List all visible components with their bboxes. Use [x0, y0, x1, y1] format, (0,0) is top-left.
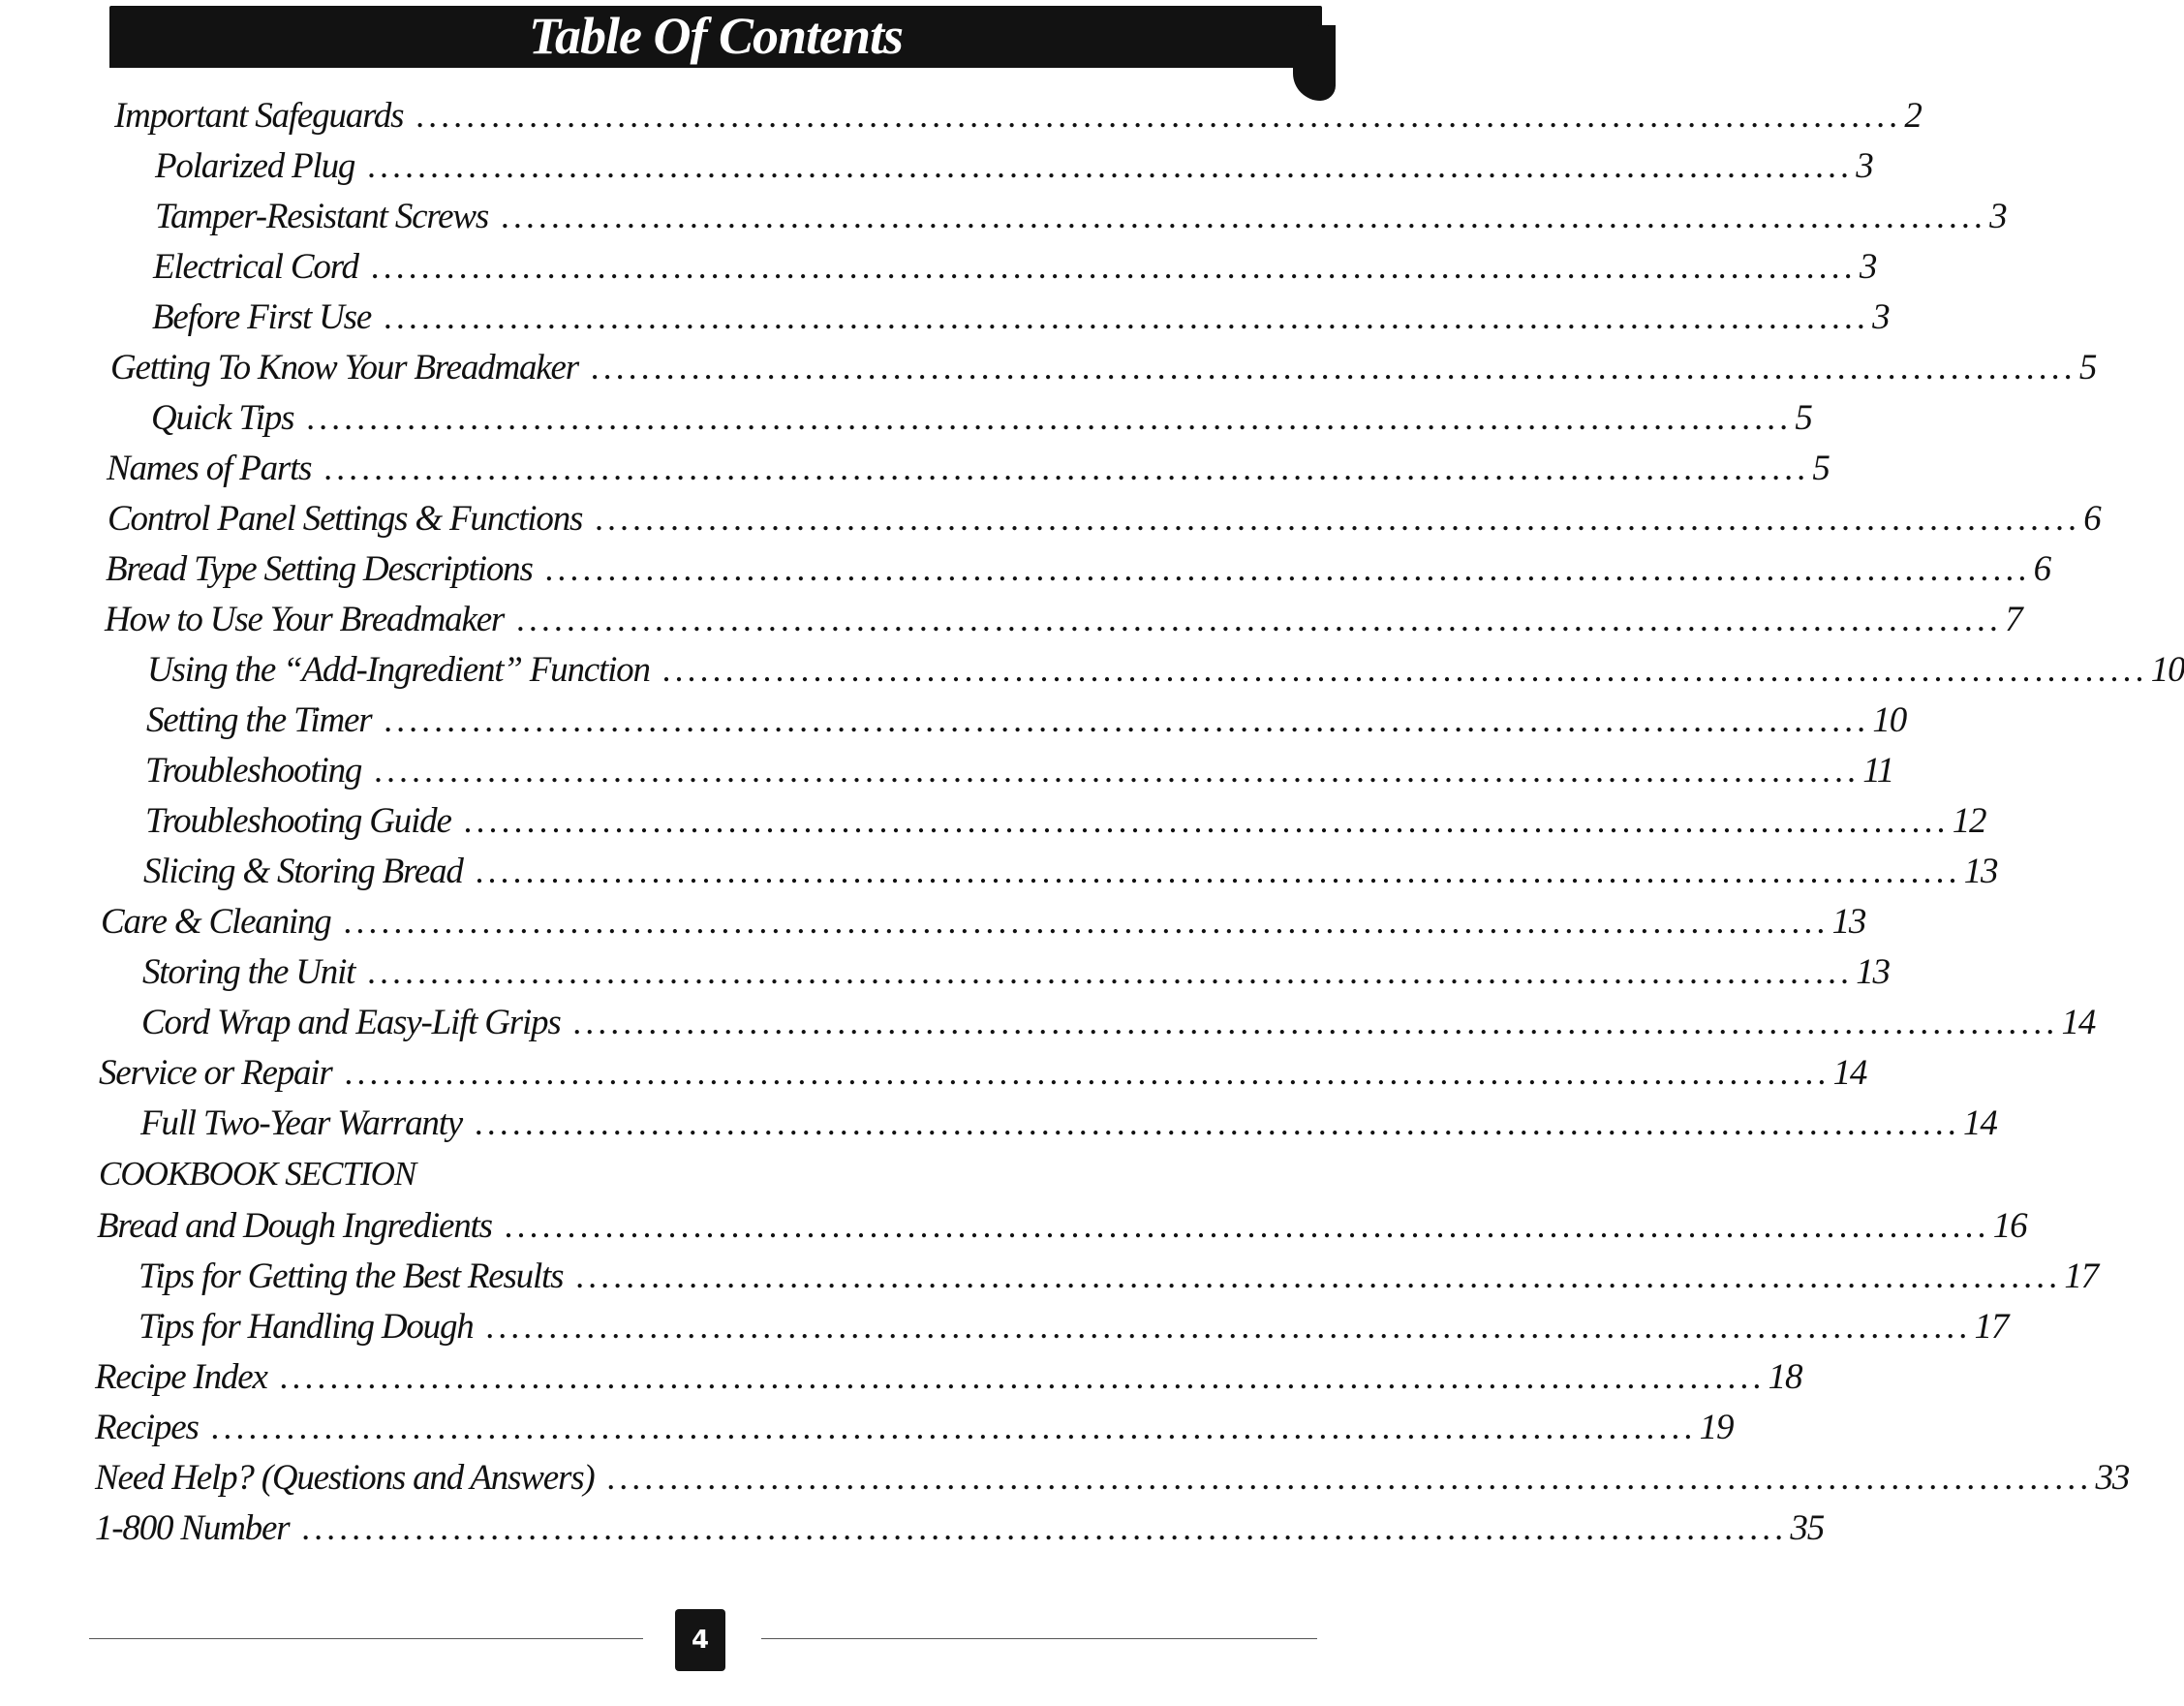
toc-entry-page: 17: [1974, 1307, 2009, 1347]
toc-dot-leader: ......................................................................................................................: [307, 407, 1794, 435]
toc-entry-title: Need Help? (Questions and Answers): [95, 1458, 595, 1498]
toc-dot-leader: ......................................................................................................................: [344, 911, 1830, 939]
toc-entry-title: Setting the Timer: [146, 700, 372, 740]
toc-entry-page: 19: [1699, 1408, 1734, 1447]
toc-dot-leader: ......................................................................................................................: [517, 608, 2004, 636]
toc-entry-warranty[interactable]: [140, 1102, 1997, 1151]
toc-entry-page: 5: [1795, 398, 1812, 438]
toc-entry-1-800-number[interactable]: [95, 1507, 1825, 1556]
toc-entry-add-ingredient[interactable]: [147, 649, 2184, 698]
toc-entry-title: Recipe Index: [95, 1357, 267, 1397]
toc-entry-page: 14: [1963, 1103, 1997, 1143]
toc-dot-leader: ......................................................................................................................: [280, 1366, 1767, 1394]
toc-entry-care-cleaning[interactable]: [101, 901, 1866, 949]
toc-entry-tamper-resistant-screws[interactable]: [155, 196, 2007, 244]
toc-entry-title: Tamper-Resistant Screws: [155, 197, 489, 236]
toc-header-bar: [109, 6, 1322, 68]
toc-entry-page: 5: [2078, 348, 2097, 388]
toc-entry-title: Using the “Add-Ingredient” Function: [147, 650, 650, 690]
toc-dot-leader: ......................................................................................................................: [375, 760, 1861, 788]
toc-entry-title: Electrical Cord: [153, 247, 358, 287]
toc-dot-leader: ......................................................................................................................: [662, 659, 2149, 687]
toc-entry-title: Bread Type Setting Descriptions: [106, 549, 533, 589]
toc-entry-page: 3: [1989, 197, 2007, 236]
footer-rule-left: [89, 1638, 643, 1639]
toc-dot-leader: ......................................................................................................................: [385, 709, 1871, 737]
toc-entry-title: Important Safeguards: [114, 96, 404, 136]
toc-entry-quick-tips[interactable]: [151, 397, 1812, 446]
toc-dot-leader: ......................................................................................................................: [371, 256, 1858, 284]
toc-entry-page: 16: [1992, 1206, 2027, 1246]
toc-entry-title: Full Two-Year Warranty: [140, 1103, 463, 1143]
toc-entry-page: 10: [1872, 700, 1907, 740]
toc-entry-electrical-cord[interactable]: [153, 246, 1877, 295]
toc-entry-bread-dough-ingredients[interactable]: [97, 1205, 2027, 1254]
footer-rule-right: [761, 1638, 1317, 1639]
toc-dot-leader: ......................................................................................................................: [573, 1011, 2060, 1039]
toc-entry-title: Care & Cleaning: [101, 902, 331, 942]
toc-entry-page: 33: [2095, 1458, 2130, 1498]
toc-entry-title: Service or Repair: [99, 1053, 332, 1093]
toc-entry-title: Bread and Dough Ingredients: [97, 1206, 492, 1246]
toc-entry-tips-best-results[interactable]: [138, 1256, 2098, 1304]
toc-dot-leader: ......................................................................................................................: [324, 457, 1811, 485]
toc-entry-control-panel[interactable]: [108, 498, 2101, 546]
toc-entry-cord-wrap[interactable]: [141, 1002, 2096, 1050]
toc-entry-page: 5: [1812, 449, 1830, 488]
toc-entry-page: 2: [1904, 96, 1922, 136]
toc-entry-title: Troubleshooting: [145, 751, 362, 791]
page-title: Table Of Contents: [528, 7, 904, 65]
toc-entry-page: 17: [2064, 1256, 2098, 1296]
toc-entry-title: Polarized Plug: [155, 146, 355, 186]
toc-entry-title: Storing the Unit: [142, 952, 355, 992]
toc-entry-title: Troubleshooting Guide: [145, 801, 451, 841]
toc-dot-leader: ......................................................................................................................: [385, 306, 1871, 334]
toc-dot-leader: ......................................................................................................................: [302, 1517, 1789, 1545]
toc-entry-title: Names of Parts: [107, 449, 312, 488]
toc-entry-need-help[interactable]: [95, 1457, 2130, 1505]
toc-entry-polarized-plug[interactable]: [155, 145, 1873, 194]
toc-entry-page: 14: [1832, 1053, 1867, 1093]
toc-dot-leader: ......................................................................................................................: [505, 1215, 1991, 1243]
toc-entry-title: Cord Wrap and Easy-Lift Grips: [141, 1003, 561, 1042]
toc-entry-page: 14: [2061, 1003, 2096, 1042]
toc-entry-recipes[interactable]: [95, 1407, 1734, 1455]
toc-entry-title: Before First Use: [152, 297, 372, 337]
toc-dot-leader: ......................................................................................................................: [502, 205, 1988, 233]
cookbook-section-heading: COOKBOOK SECTION: [99, 1155, 416, 1193]
toc-entry-title: Slicing & Storing Bread: [143, 852, 463, 891]
toc-entry-page: 3: [1859, 247, 1877, 287]
toc-entry-troubleshooting[interactable]: [145, 750, 1894, 798]
page-number-badge: 4: [675, 1609, 725, 1671]
toc-entry-page: 18: [1768, 1357, 1802, 1397]
toc-entry-tips-handling-dough[interactable]: [138, 1306, 2009, 1354]
toc-entry-page: 7: [2005, 600, 2022, 639]
toc-dot-leader: ......................................................................................................................: [545, 558, 2032, 586]
toc-entry-page: 6: [2033, 549, 2050, 589]
toc-entry-how-to-use[interactable]: [105, 599, 2022, 647]
toc-dot-leader: ......................................................................................................................: [368, 155, 1855, 183]
toc-entry-title: Quick Tips: [151, 398, 294, 438]
toc-entry-names-of-parts[interactable]: [107, 448, 1830, 496]
toc-dot-leader: ......................................................................................................................: [368, 961, 1855, 989]
toc-dot-leader: ......................................................................................................................: [211, 1416, 1698, 1444]
toc-entry-before-first-use[interactable]: [152, 296, 1890, 345]
toc-entry-storing-the-unit[interactable]: [142, 951, 1890, 1000]
toc-entry-setting-the-timer[interactable]: [146, 699, 1907, 748]
toc-dot-leader: ......................................................................................................................: [591, 357, 2077, 385]
toc-entry-bread-type-setting[interactable]: [106, 548, 2050, 597]
toc-entry-page: 3: [1872, 297, 1890, 337]
toc-entry-page: 11: [1862, 751, 1894, 791]
toc-entry-title: Getting To Know Your Breadmaker: [110, 348, 578, 388]
toc-entry-getting-to-know[interactable]: [110, 347, 2097, 395]
toc-dot-leader: ......................................................................................................................: [576, 1265, 2063, 1293]
toc-dot-leader: ......................................................................................................................: [486, 1316, 1973, 1344]
toc-entry-title: 1-800 Number: [95, 1508, 290, 1548]
toc-dot-leader: ......................................................................................................................: [345, 1062, 1831, 1090]
toc-entry-title: How to Use Your Breadmaker: [105, 600, 505, 639]
toc-entry-page: 13: [1856, 952, 1890, 992]
toc-entry-page: 6: [2083, 499, 2101, 539]
toc-dot-leader: ......................................................................................................................: [607, 1467, 2094, 1495]
toc-entry-page: 3: [1856, 146, 1873, 186]
toc-entry-title: Tips for Handling Dough: [138, 1307, 474, 1347]
toc-dot-leader: ......................................................................................................................: [476, 860, 1962, 888]
toc-entry-important-safeguards[interactable]: [114, 95, 1922, 143]
toc-entry-page: 13: [1963, 852, 1998, 891]
toc-entry-page: 10: [2150, 650, 2184, 690]
toc-dot-leader: ......................................................................................................................: [596, 508, 2082, 536]
toc-entry-title: Recipes: [95, 1408, 199, 1447]
toc-dot-leader: ......................................................................................................................: [464, 810, 1951, 838]
toc-dot-leader: ......................................................................................................................: [416, 105, 1903, 133]
toc-entry-service-repair[interactable]: [99, 1052, 1867, 1101]
toc-entry-title: Control Panel Settings & Functions: [108, 499, 583, 539]
toc-entry-page: 35: [1790, 1508, 1825, 1548]
toc-entry-title: Tips for Getting the Best Results: [138, 1256, 564, 1296]
toc-entry-troubleshooting-guide[interactable]: [145, 800, 1986, 849]
toc-entry-recipe-index[interactable]: [95, 1356, 1802, 1405]
toc-entry-slicing-storing[interactable]: [143, 851, 1998, 899]
toc-entry-page: 13: [1831, 902, 1866, 942]
toc-dot-leader: ......................................................................................................................: [476, 1112, 1962, 1140]
toc-entry-page: 12: [1952, 801, 1986, 841]
